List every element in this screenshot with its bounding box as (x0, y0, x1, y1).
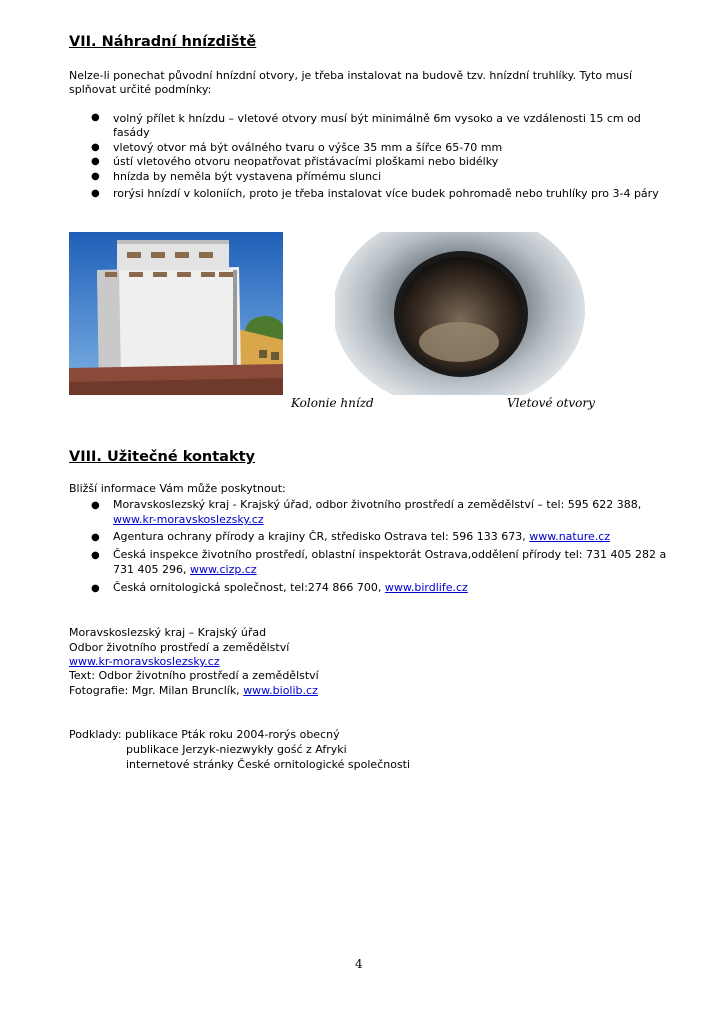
contact-3-phone: 731 405 296, (113, 563, 190, 576)
contact-3-line-2 (113, 563, 257, 578)
section-7-intro-line-1: Nelze-li ponechat původní hnízdní otvory, je třeba instalovat na budově tzv. hnízdní truhlíky. Tyto musí (69, 69, 633, 82)
contact-1-text: Moravskoslezský kraj - Krajský úřad, odbor životního prostředí a zemědělství – tel: 595 622 388, (113, 498, 642, 511)
credits-link[interactable]: www.kr-moravskoslezsky.cz (69, 655, 220, 668)
bullet-icon: ● (91, 171, 100, 182)
bullet-5: rorýsi hnízdí v koloniích, proto je třeba instalovat více budek pohromadě nebo truhlíky pro 3-4 páry (113, 187, 659, 200)
section-7-intro-line-2: splňovat určité podmínky: (69, 83, 212, 96)
section-7-heading: VII. Náhradní hnízdiště (69, 34, 257, 50)
contact-2 (113, 530, 610, 545)
bullet-icon: ● (91, 112, 100, 123)
section-8-heading: VIII. Užitečné kontakty (69, 449, 255, 465)
caption-nest-colony: Kolonie hnízd (291, 396, 374, 410)
credits-line-1: Moravskoslezský kraj – Krajský úřad (69, 626, 267, 639)
credits-text-line: Text: Odbor životního prostředí a zemědělství (69, 669, 319, 682)
credits-photo-link[interactable]: www.biolib.cz (243, 684, 318, 697)
sources-item-1: publikace Pták roku 2004-rorýs obecný (125, 728, 340, 741)
bullet-4: hnízda by neměla být vystavena přímému slunci (113, 170, 382, 183)
contact-1-line-2 (113, 513, 264, 528)
credits-photo-prefix: Fotografie: Mgr. Milan Brunclík, (69, 684, 244, 697)
bullet-1-line-1: volný přílet k hnízdu – vletové otvory musí být minimálně 6m vysoko a ve vzdálenosti 15 cm od (113, 112, 641, 125)
section-8-intro: Bližší informace Vám může poskytnout: (69, 482, 286, 495)
bullet-icon: ● (91, 583, 100, 594)
caption-entrance-holes: Vletové otvory (507, 396, 595, 410)
contact-2-link[interactable]: www.nature.cz (529, 530, 611, 543)
contact-3-text: Česká inspekce životního prostředí, oblastní inspektorát Ostrava,oddělení přírody tel: 731 405 282 a (113, 548, 667, 561)
credits-line-3 (69, 655, 220, 670)
sources-item-3: internetové stránky České ornitologické společnosti (126, 758, 411, 771)
bullet-icon: ● (91, 188, 100, 199)
credits-line-2: Odbor životního prostředí a zemědělství (69, 641, 290, 654)
sources-label: Podklady: (69, 728, 126, 741)
bullet-icon: ● (91, 142, 100, 153)
contact-4 (113, 581, 468, 596)
contact-4-link[interactable]: www.birdlife.cz (384, 581, 468, 594)
bullet-icon: ● (91, 500, 100, 511)
entrance-hole-photo (335, 232, 587, 395)
contact-4-text: Česká ornitologická společnost, tel:274 866 700, (113, 581, 385, 594)
bullet-3: ústí vletového otvoru neopatřovat přistávacími ploškami nebo bidélky (113, 155, 499, 168)
nest-colony-photo (69, 232, 283, 395)
bullet-1-line-2: fasády (113, 126, 150, 139)
contact-1-link[interactable]: www.kr-moravskoslezsky.cz (113, 513, 264, 526)
contact-3-link[interactable]: www.cizp.cz (189, 563, 257, 576)
contact-2-text: Agentura ochrany přírody a krajiny ČR, středisko Ostrava tel: 596 133 673, (113, 530, 530, 543)
sources-item-2: publikace Jerzyk-niezwykły gość z Afryki (126, 743, 347, 756)
credits-photo-line (69, 684, 318, 699)
bullet-2: vletový otvor má být oválného tvaru o výšce 35 mm a šířce 65-70 mm (113, 141, 503, 154)
bullet-icon: ● (91, 156, 100, 167)
page-number: 4 (355, 957, 363, 971)
bullet-icon: ● (91, 550, 100, 561)
bullet-icon: ● (91, 532, 100, 543)
sources-line-1 (69, 728, 340, 743)
